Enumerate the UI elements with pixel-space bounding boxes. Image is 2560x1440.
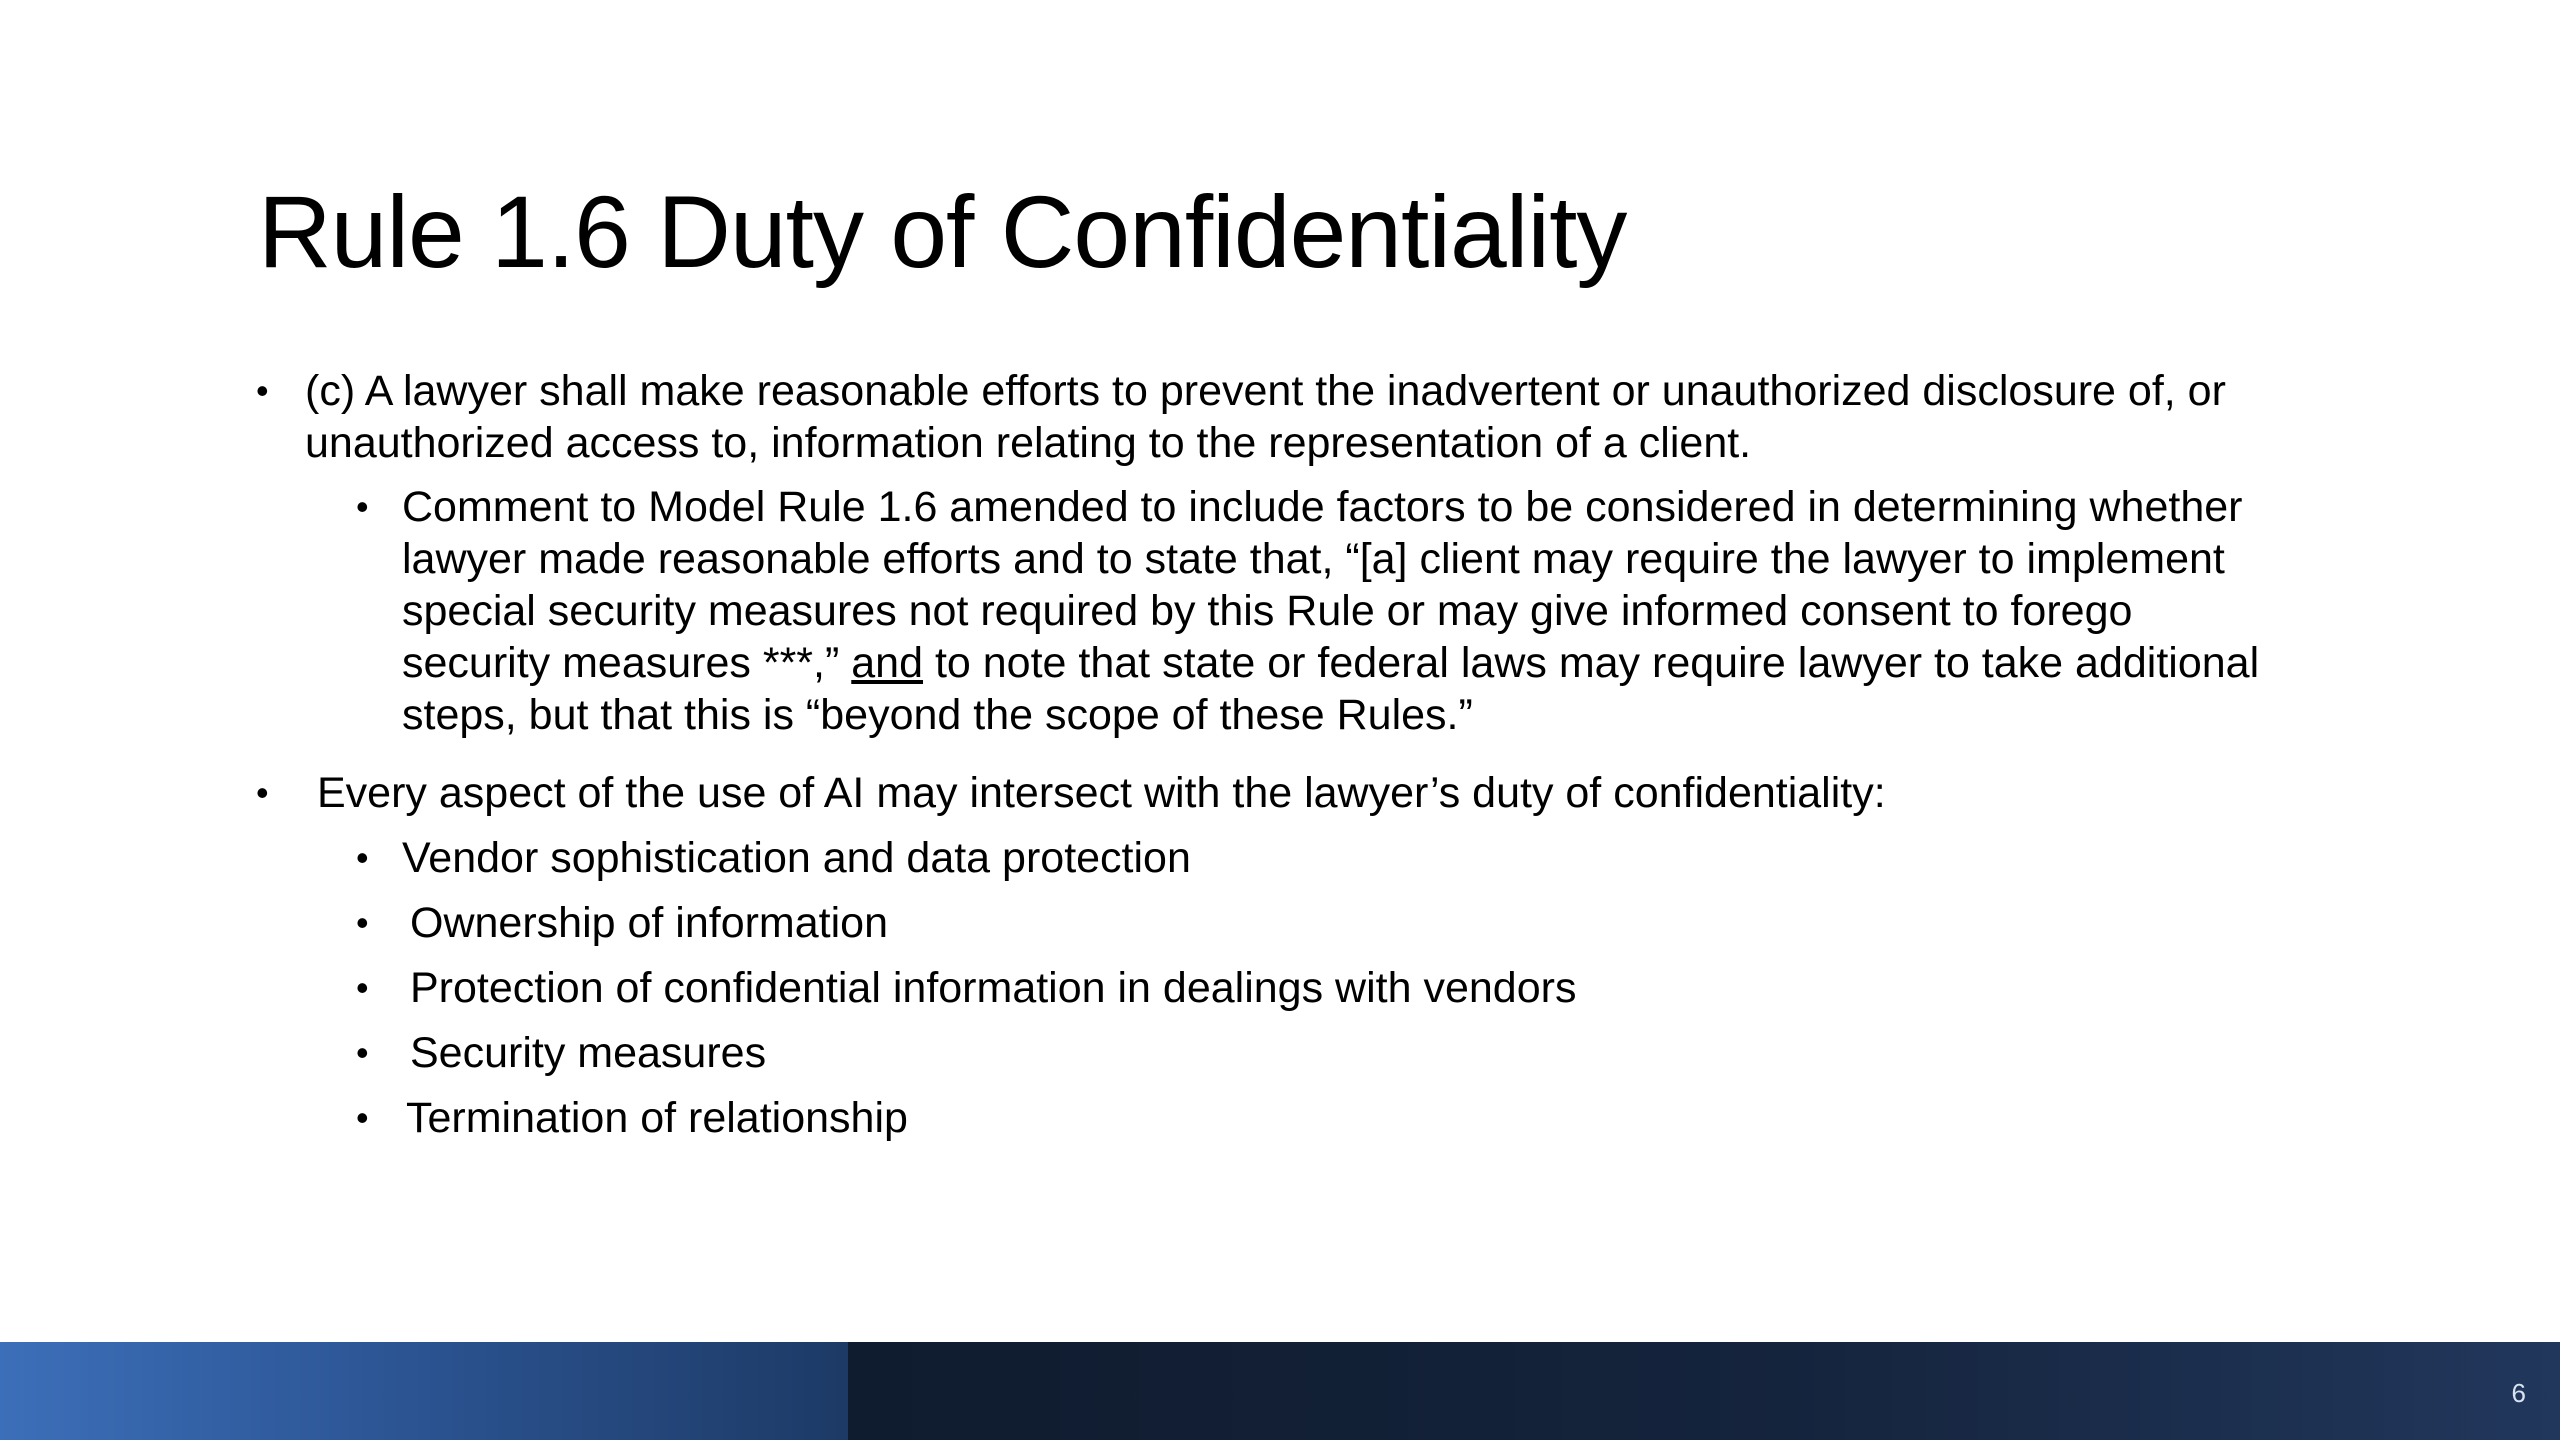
- bullet-dot: •: [356, 1097, 369, 1138]
- sub-bullet-underlined-word: and: [851, 639, 924, 687]
- footer-accent-left: [0, 1342, 848, 1440]
- bullet-dot: •: [356, 837, 369, 878]
- bullet-dot: •: [256, 772, 269, 813]
- list-item: Ownership of information: [410, 899, 888, 947]
- sub-bullet-text-part1: Comment to Model Rule 1.6 amended to include factors to be considered in determining whether lawyer made reasonable efforts and to state that, “[a] client may require the lawyer to implement special security measures not required by this Rule or may give informed consent to forego security measures ***,”: [402, 483, 2243, 687]
- bullet-rule-text: [250, 365, 2260, 469]
- sub-bullet-protection: [250, 962, 2260, 1014]
- bullet-text: (c) A lawyer shall make reasonable efforts to prevent the inadvertent or unauthorized disclosure of, or unauthorized access to, information relating to the representation of a client.: [305, 367, 2226, 467]
- bullet-dot: •: [356, 902, 369, 943]
- sub-bullet-security: [250, 1027, 2260, 1079]
- slide-title: Rule 1.6 Duty of Confidentiality: [258, 175, 1627, 289]
- bullet-text: Every aspect of the use of AI may intersect with the lawyer’s duty of confidentiality:: [317, 769, 1886, 817]
- bullet-dot: •: [356, 486, 369, 527]
- list-item: Termination of relationship: [406, 1094, 908, 1142]
- page-number: 6: [2511, 1378, 2526, 1408]
- bullet-dot: •: [356, 967, 369, 1008]
- list-item: Protection of confidential information in dealings with vendors: [410, 964, 1577, 1012]
- footer-bar: [0, 1342, 2560, 1440]
- sub-bullet-vendor: [250, 832, 2260, 884]
- sub-bullet-termination: [250, 1092, 2260, 1144]
- footer-accent-right: [848, 1342, 2560, 1440]
- bullet-dot: •: [256, 370, 269, 411]
- slide-body: [250, 365, 2260, 1144]
- list-item: Security measures: [410, 1029, 767, 1077]
- bullet-ai-intersection: [250, 767, 2260, 819]
- sub-bullet-comment: [250, 481, 2260, 741]
- bullet-dot: •: [356, 1032, 369, 1073]
- sub-bullet-ownership: [250, 897, 2260, 949]
- sub-bullet-text-part2: to note that state or federal laws may require lawyer to take additional steps, but that this is “beyond the scope of these Rules.”: [402, 639, 2260, 739]
- list-item: Vendor sophistication and data protection: [402, 834, 1191, 882]
